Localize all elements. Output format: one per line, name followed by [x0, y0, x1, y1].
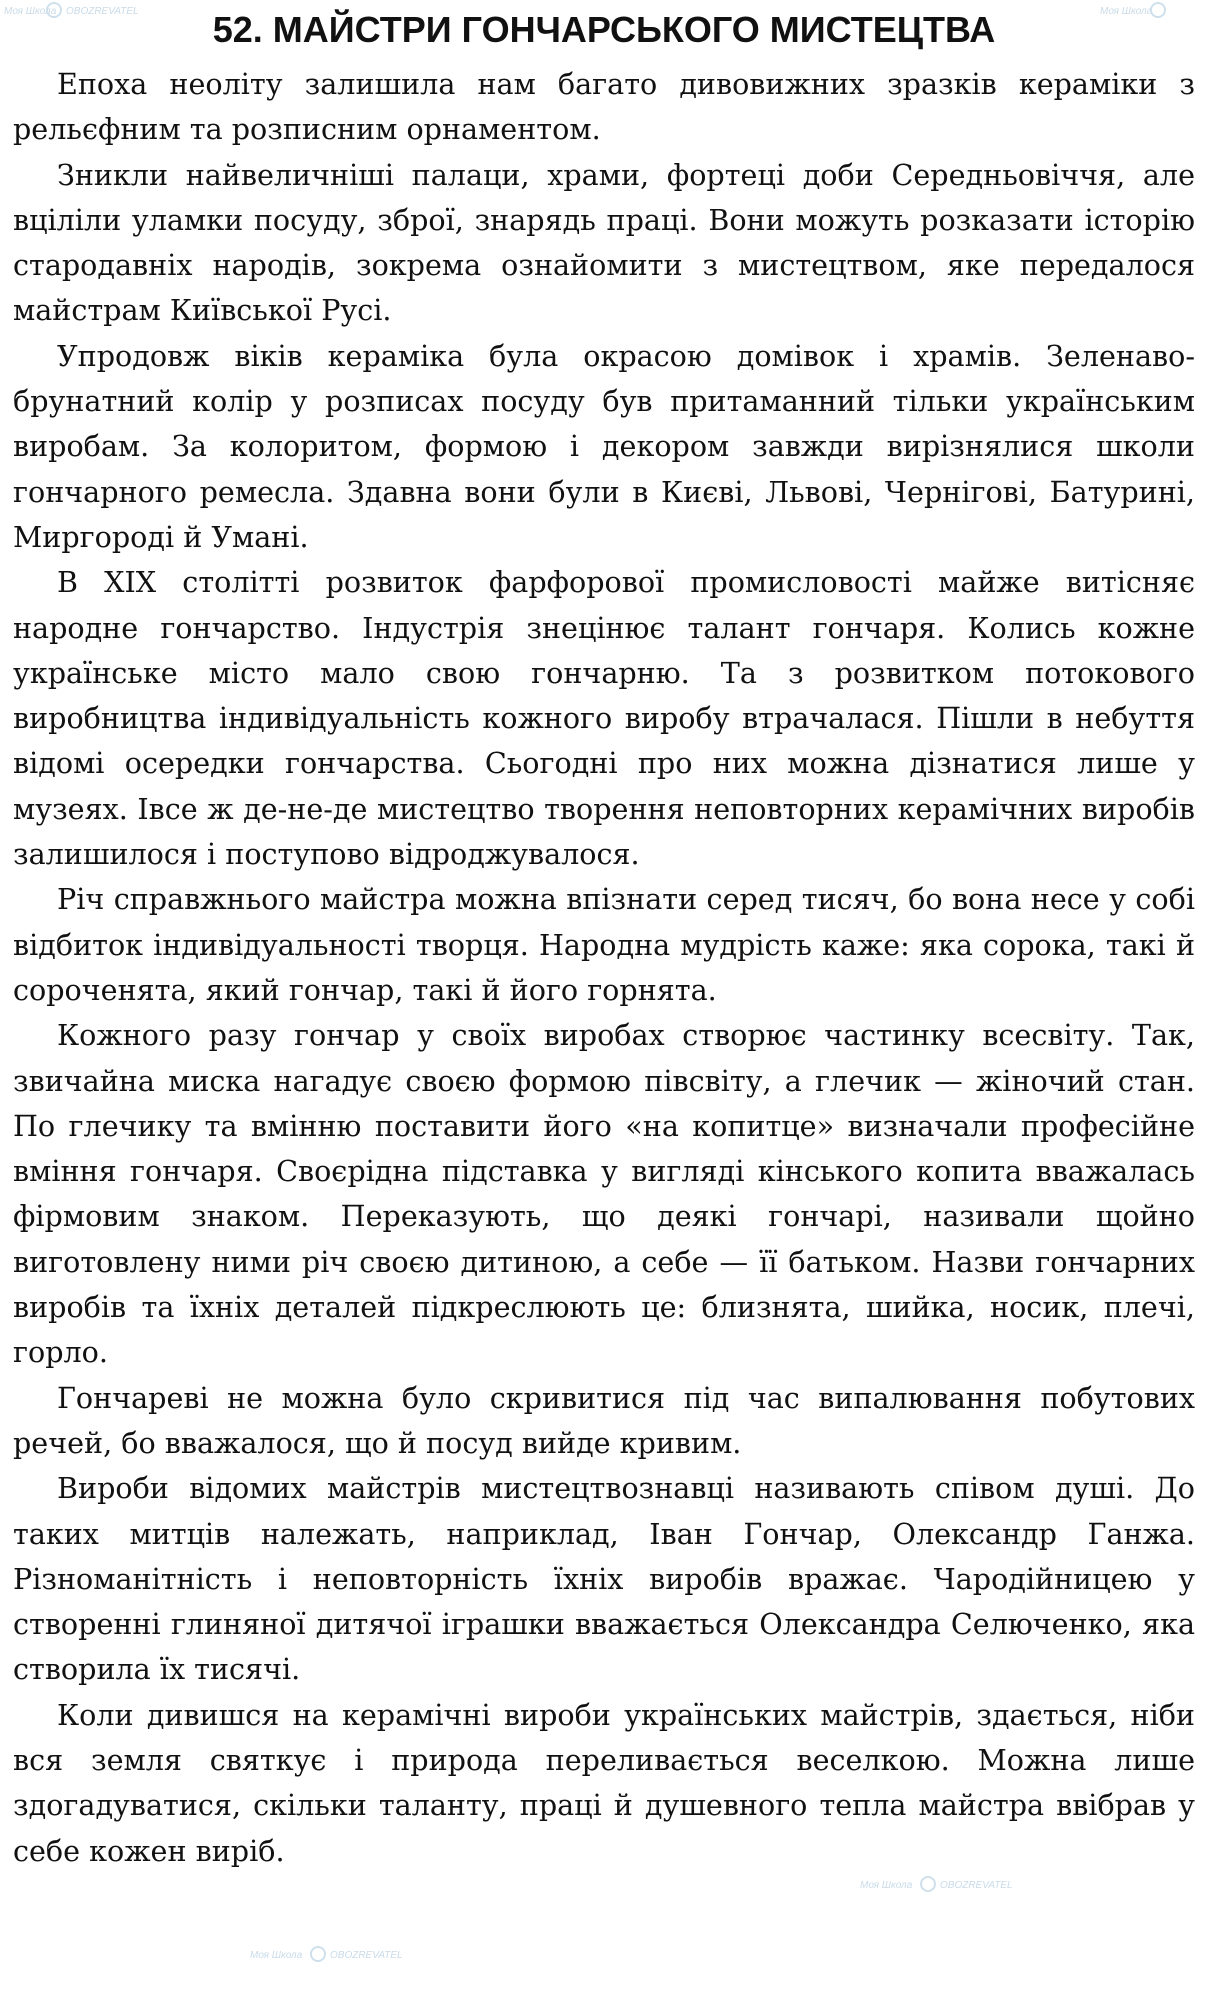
- watermark-text: Моя Школа: [860, 1880, 913, 1891]
- paragraph: Кожного разу гончар у своїх виробах створює частинку всесвіту. Так, звичайна миска нагадує своєю формою півсвіту, а глечик — жіночий стан. По глечику та вмінню поставити його «на копитце» визначали професійне вміння гончаря. Своєрідна підставка у вигляді кінського копита вважалась фірмовим знаком. Переказують, що деякі гончарі, називали щойно виготовлену ними річ своєю дитиною, а себе — її батьком. Назви гончарних виробів та їхніх деталей підкреслюють це: близнята, шийка, носик, плечі, горло.: [13, 1018, 1195, 1370]
- paragraph: Вироби відомих майстрів мистецтвознавці називають співом душі. До таких митців належать, наприклад, Іван Гончар, Олександр Ганжа. Різноманітність і неповторність їхніх виробів вражає. Чародійницею у створенні глиняної дитячої іграшки вважається Олександра Селюченко, яка створила їх тисячі.: [13, 1471, 1195, 1687]
- watermark-text: Моя Школа: [4, 6, 57, 17]
- paragraph: Епоха неоліту залишила нам багато дивовижних зразків кераміки з рельєфним та розписним орнаментом.: [13, 67, 1195, 147]
- watermark-logo-icon: [920, 1876, 936, 1892]
- watermark-text: OBOZREVATEL: [330, 1950, 403, 1961]
- paragraph: Упродовж віків кераміка була окрасою домівок і храмів. Зеленаво-брунатний колір у розписах посуду був притаманний тільки українським виробам. За колоритом, формою і декором завжди вирізнялися школи гончарного ремесла. Здавна вони були в Києві, Львові, Чернігові, Батурині, Миргороді й Умані.: [13, 338, 1195, 554]
- paragraph: Коли дивишся на керамічні вироби українських майстрів, здається, ніби вся земля святкує і природа переливається веселкою. Можна лише здогадуватися, скільки таланту, праці й душевного тепла майстра ввібрав у себе кожен виріб.: [13, 1697, 1195, 1868]
- page-title: 52. МАЙСТРИ ГОНЧАРСЬКОГО МИСТЕЦТВА: [212, 9, 996, 50]
- watermark-text: OBOZREVATEL: [66, 6, 139, 17]
- paragraph: Річ справжнього майстра можна впізнати серед тисяч, бо вона несе у собі відбиток індивідуальності творця. Народна мудрість каже: яка сорока, такі й сороченята, який гончар, такі й його горнята.: [13, 882, 1195, 1007]
- watermark-text: Моя Школа: [250, 1950, 303, 1961]
- paragraph: Зникли найвеличніші палаци, храми, фортеці доби Середньовіччя, але вціліли уламки посуду, зброї, знарядь праці. Вони можуть розказати історію стародавніх народів, зокрема ознайомити з мистецтвом, яке передалося майстрам Київської Русі.: [13, 157, 1195, 328]
- paragraph: Гончареві не можна було скривитися під час випалювання побутових речей, бо вважалося, що й посуд вийде кривим.: [13, 1380, 1195, 1460]
- watermark-logo-icon: [310, 1946, 326, 1962]
- document-body: [13, 8, 1195, 1874]
- paragraph: В XIX столітті розвиток фарфорової промисловості майже витісняє народне гончарство. Індустрія знецінює талант гончаря. Колись кожне українське місто мало свою гончарню. Та з розвитком потокового виробництва індивідуальність кожного виробу втрачалася. Пішли в небуття відомі осередки гончарства. Сьогодні про них можна дізнатися лише у музеях. Івсе ж де-не-де мистецтво творення неповторних керамічних виробів залишилося і поступово відроджувалося.: [13, 565, 1195, 872]
- watermark-text: OBOZREVATEL: [940, 1880, 1013, 1891]
- watermark-text: Моя Школа: [1100, 6, 1153, 17]
